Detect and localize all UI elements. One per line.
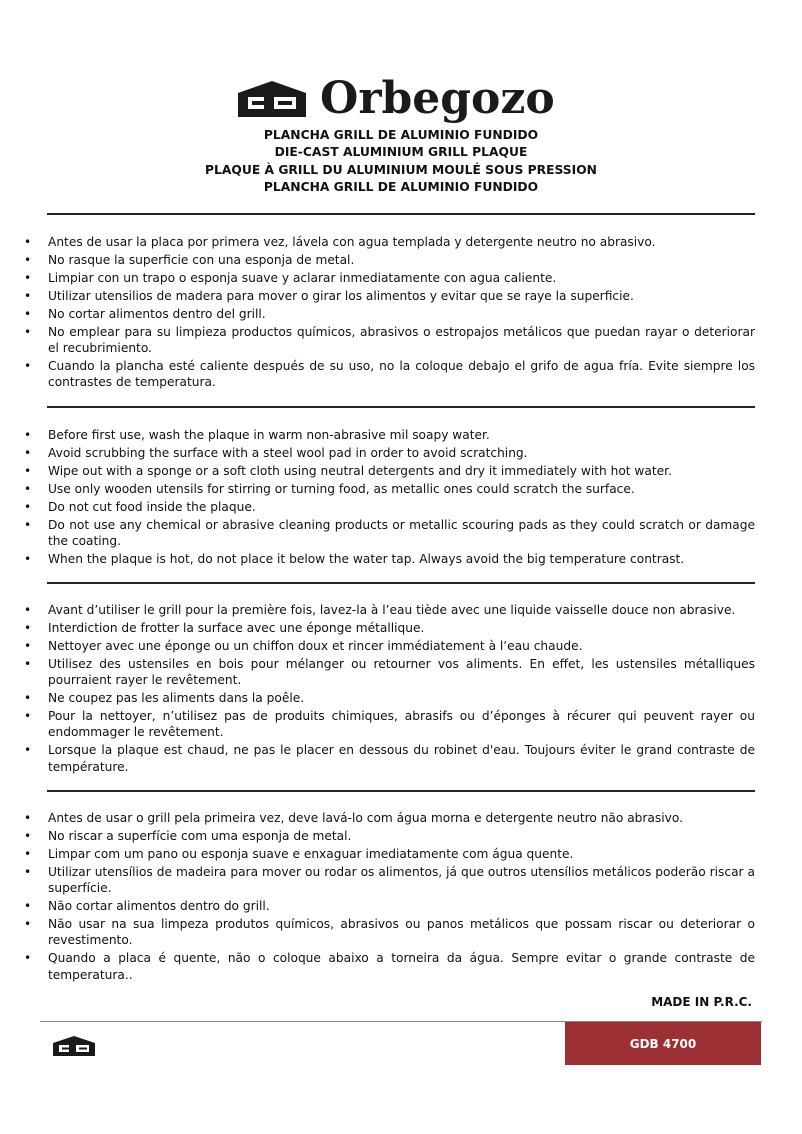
list-item: • Pour la nettoyer, n’utilisez pas de produits chimiques, abrasifs ou d’éponges à récurer qui peuvent rayer ou endommager le revêtement.	[24, 708, 755, 740]
brand-logo	[236, 72, 576, 126]
list-item: • Ne coupez pas les aliments dans la poêle.	[24, 691, 305, 706]
list-item: • Limpiar con un trapo o esponja suave y aclarar inmediatamente con agua caliente.	[24, 270, 557, 285]
list-item: • Antes de usar o grill pela primeira vez, deve lavá-lo com água morna e detergente neutro não abrasivo.	[24, 811, 683, 825]
list-item: • Avoid scrubbing the surface with a steel wool pad in order to avoid scratching.	[24, 445, 528, 460]
title-es-repeat: PLANCHA GRILL DE ALUMINIO FUNDIDO	[263, 179, 539, 194]
list-item: • Use only wooden utensils for stirring or turning food, as metallic ones could scratch the surface.	[24, 481, 635, 496]
list-item: • Quando a placa é quente, não o coloque abaixo a torneira da água. Sempre evitar o grande contraste de temperatura..	[24, 951, 755, 982]
section-portuguese	[24, 810, 755, 985]
divider	[47, 790, 755, 792]
product-titles	[0, 127, 802, 196]
list-item: • Do not use any chemical or abrasive cleaning products or metallic scouring pads as they could scratch or damage the coating.	[24, 517, 755, 548]
list-item: • Before first use, wash the plaque in warm non-abrasive mil soapy water.	[24, 428, 490, 442]
list-item: • No emplear para su limpieza productos químicos, abrasivos o estropajos metálicos que puedan rayar o deteriorar el recubrimiento.	[24, 324, 755, 355]
list-item: • Interdiction de frotter la surface avec une éponge métallique.	[24, 620, 425, 635]
list-item: • Utilizar utensilios de madera para mover o girar los alimentos y evitar que se raye la superficie.	[24, 288, 634, 303]
divider	[47, 406, 755, 408]
list-item: • Antes de usar la placa por primera vez, lávela con agua templada y detergente neutro no abrasivo.	[24, 235, 656, 249]
list-item: • Wipe out with a sponge or a soft cloth using neutral detergents and dry it immediately with hot water.	[24, 463, 672, 478]
model-number-badge	[565, 1022, 761, 1065]
list-item: • No rasque la superficie con una esponja de metal.	[24, 252, 355, 267]
list-item: • Avant d’utiliser le grill pour la première fois, lavez-la à l’eau tiède avec une liquide vaisselle douce non abrasive.	[24, 603, 736, 617]
section-spanish	[24, 234, 755, 392]
model-number: GDB 4700	[629, 1036, 697, 1051]
list-item: • When the plaque is hot, do not place it below the water tap. Always avoid the big temperature contrast.	[24, 551, 685, 566]
list-item: • Não cortar alimentos dentro do grill.	[24, 899, 270, 914]
house-logo-icon	[236, 79, 308, 119]
list-item: • No riscar a superfície com uma esponja de metal.	[24, 828, 352, 843]
section-english	[24, 427, 755, 569]
title-es: PLANCHA GRILL DE ALUMINIO FUNDIDO	[263, 128, 539, 142]
divider	[47, 213, 755, 215]
footer-house-logo-icon	[52, 1035, 96, 1061]
divider	[47, 582, 755, 584]
section-french	[24, 602, 755, 777]
list-item: • Lorsque la plaque est chaud, ne pas le placer en dessous du robinet d'eau. Toujours éviter le grand contraste de température.	[24, 743, 755, 774]
list-item: • Não usar na sua limpeza produtos químicos, abrasivos ou panos metálicos que possam riscar ou deteriorar o revestimento.	[24, 916, 755, 948]
list-item: • Cuando la plancha esté caliente después de su uso, no la coloque debajo el grifo de agua fría. Evite siempre los contrastes de temperatura.	[24, 358, 755, 390]
list-item: • Limpar com um pano ou esponja suave e enxaguar imediatamente com água quente.	[24, 846, 574, 861]
brand-wordmark: Orbegozo	[320, 73, 555, 124]
list-item: • Do not cut food inside the plaque.	[24, 499, 256, 514]
list-item: • Utilizar utensílios de madeira para mover ou rodar os alimentos, já que outros utensílios metálicos poderão riscar a superfície.	[24, 864, 755, 896]
list-item: • Nettoyer avec une éponge ou un chiffon doux et rincer immédiatement à l’eau chaude.	[24, 638, 583, 653]
list-item: • No cortar alimentos dentro del grill.	[24, 306, 266, 321]
made-in-label: MADE IN P.R.C.	[651, 995, 752, 1009]
list-item: • Utilisez des ustensiles en bois pour mélanger ou retourner vos aliments. En effet, les ustensiles métalliques pourraient rayer le revêtement.	[24, 656, 755, 688]
title-en: DIE-CAST ALUMINIUM GRILL PLAQUE	[274, 145, 528, 160]
title-fr: PLAQUE À GRILL DU ALUMINIUM MOULÉ SOUS PRESSION	[205, 162, 597, 177]
